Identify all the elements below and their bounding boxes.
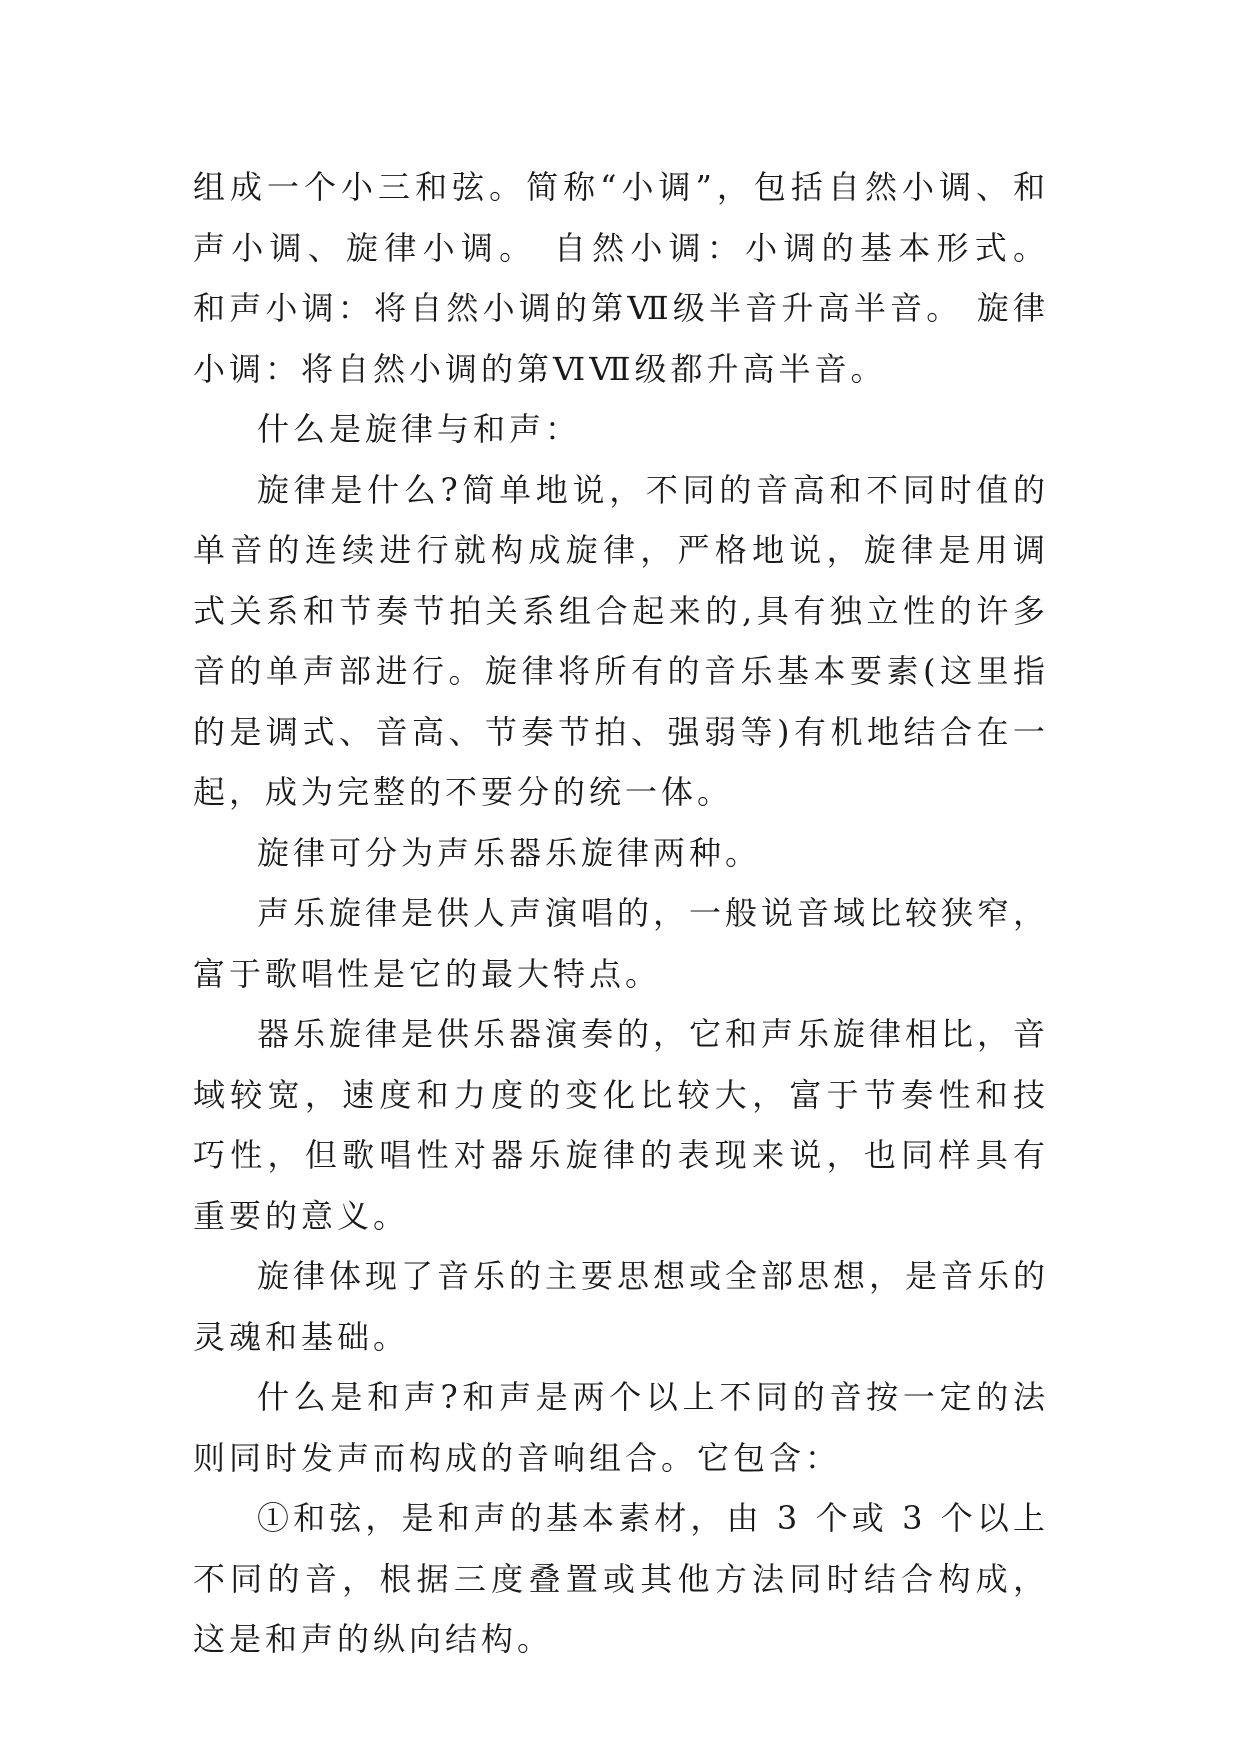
paragraph-heading-melody-harmony: 什么是旋律与和声： — [257, 410, 582, 448]
document-body — [193, 157, 1049, 1670]
paragraph-minor-key: 组成一个小三和弦。简称“小调”，包括自然小调、和声小调、旋律小调。 自然小调：小调的基本形式。 和声小调：将自然小调的第Ⅶ级半音升高半音。 旋律小调：将自然小调的第ⅥⅦ级都升高半音。 — [193, 168, 1049, 388]
paragraph-what-is-melody: 旋律是什么?简单地说，不同的音高和不同时值的单音的连续进行就构成旋律，严格地说，旋律是用调式关系和节奏节拍关系组合起来的,具有独立性的许多音的单声部进行。旋律将所有的音乐基本要素(这里指的是调式、音高、节奏节拍、强弱等)有机地结合在一起，成为完整的不要分的统一体。 — [193, 470, 1049, 811]
paragraph-what-is-harmony: 什么是和声?和声是两个以上不同的音按一定的法则同时发声而构成的音响组合。它包含： — [193, 1378, 1049, 1477]
paragraph-instrumental-melody: 器乐旋律是供乐器演奏的，它和声乐旋律相比，音域较宽，速度和力度的变化比较大，富于节奏性和技巧性，但歌唱性对器乐旋律的表现来说，也同样具有重要的意义。 — [193, 1015, 1050, 1235]
paragraph-melody-types: 旋律可分为声乐器乐旋律两种。 — [257, 833, 762, 872]
paragraph-chord: ①和弦，是和声的基本素材，由 3 个或 3 个以上不同的音，根据三度叠置或其他方法同时结合构成，这是和声的纵向结构。 — [193, 1499, 1049, 1658]
paragraph-vocal-melody: 声乐旋律是供人声演唱的，一般说音域比较狭窄，富于歌唱性是它的最大特点。 — [193, 894, 1050, 993]
paragraph-melody-soul: 旋律体现了音乐的主要思想或全部思想，是音乐的灵魂和基础。 — [193, 1257, 1050, 1356]
